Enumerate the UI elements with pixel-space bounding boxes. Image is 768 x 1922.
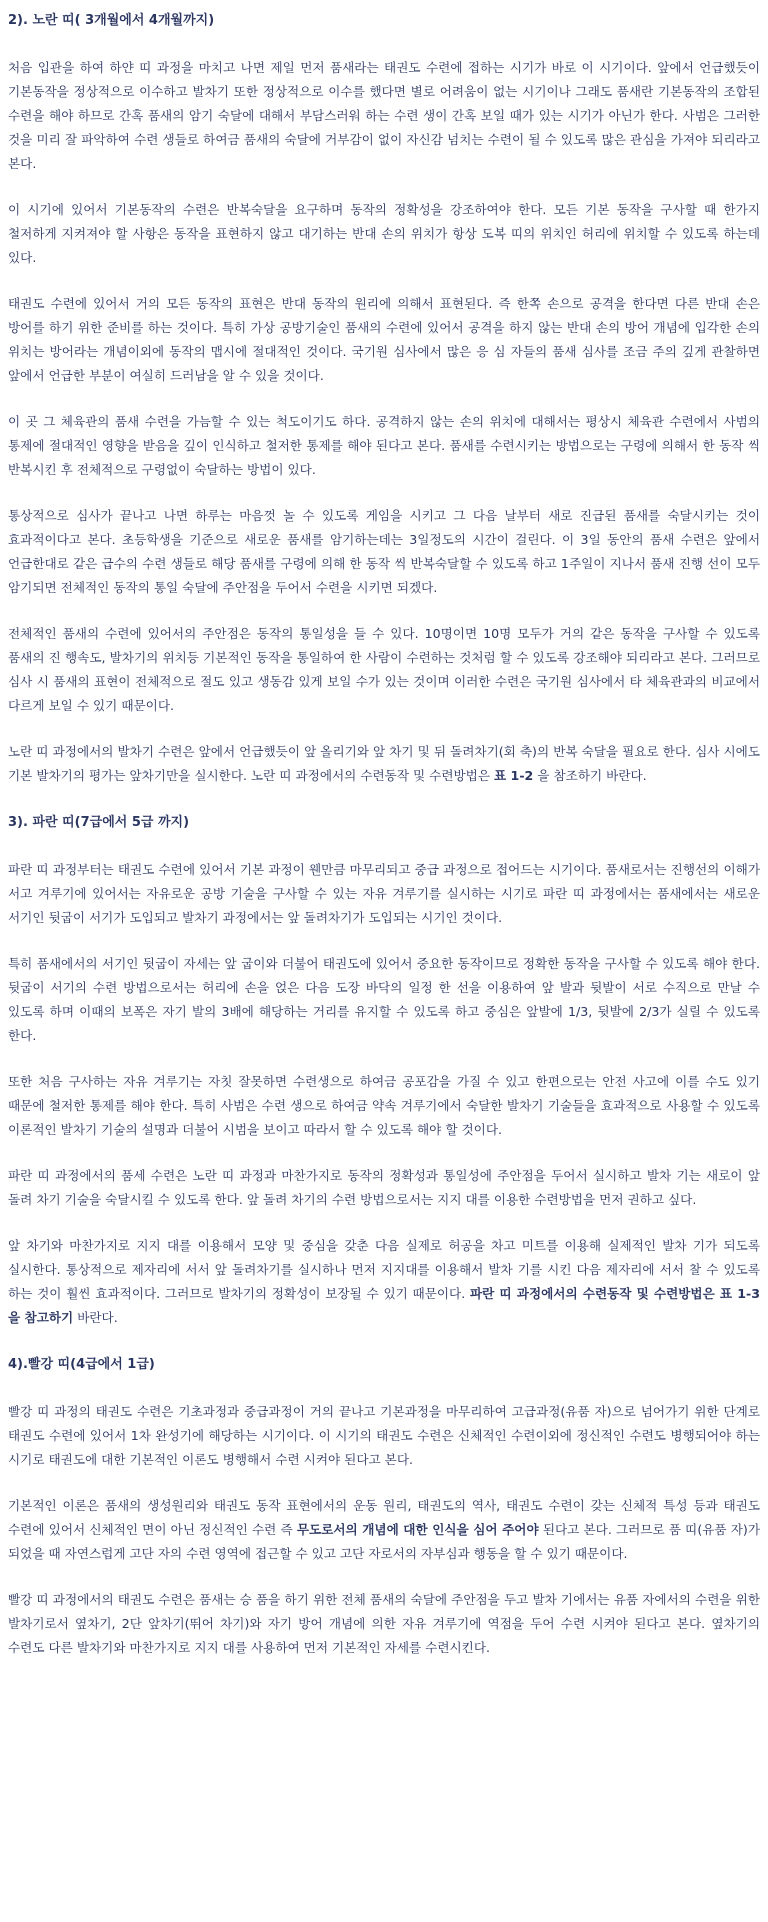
- paragraph: [8, 740, 760, 788]
- paragraph: 이 시기에 있어서 기본동작의 수련은 반복숙달을 요구하며 동작의 정확성을 강조하여야 한다. 모든 기본 동작을 구사할 때 한가지 철저하게 지켜져야 할 사항은 동작을 표현하지 않고 대기하는 반대 손의 위치가 항상 도복 띠의 위치인 허리에 위치할 수 있도록 하는데 있다.: [8, 202, 760, 265]
- paragraph-text: 된다고 본다. 그러므로 품 띠(유품 자)가 되었을 때 자연스럽게 고단 자의 수련 영역에 접근할 수 있고 고단 자로서의 자부심과 행동을 할 수 있기 때문이다.: [8, 1522, 760, 1561]
- paragraph: 파란 띠 과정부터는 태권도 수련에 있어서 기본 과정이 웬만큼 마무리되고 중급 과정으로 접어드는 시기이다. 품새로서는 진행선의 이해가 서고 겨루기에 있어서는 자유로운 공방 기술을 구사할 수 있는 자유 겨루기를 실시하는 시기로 파란 띠 과정에서는 품새에서는 새로운 서기인 뒷굽이 서기가 도입되고 발차기 과정에서는 앞 돌려차기가 도입되는 시기인 것이다.: [8, 862, 760, 925]
- paragraph: 파란 띠 과정에서의 품세 수련은 노란 띠 과정과 마찬가지로 동작의 정확성과 통일성에 주안점을 두어서 실시하고 발차 기는 새로이 앞 돌려 차기 기술을 숙달시킬 수 있도록 한다. 앞 돌려 차기의 수련 방법으로서는 지지 대를 이용한 수련방법을 먼저 권하고 싶다.: [8, 1168, 760, 1207]
- paragraph-text: 노란 띠 과정에서의 발차기 수련은 앞에서 언급했듯이 앞 올리기와 앞 차기 및 뒤 돌려차기(회 축)의 반복 숙달을 필요로 한다. 심사 시에도 기본 발차기의 평가는 앞차기만을 실시한다. 노란 띠 과정에서의 수련동작 및 수련방법은: [8, 744, 760, 783]
- paragraph: 특히 품새에서의 서기인 뒷굽이 자세는 앞 굽이와 더불어 태권도에 있어서 중요한 동작이므로 정확한 동작을 구사할 수 있도록 해야 한다. 뒷굽이 서기의 수련 방법으로서는 허리에 손을 얹은 다음 도장 바닥의 일정 한 선을 이용하여 앞 발과 뒷발이 서로 수직으로 만날 수 있도록 하며 이때의 보폭은 자기 발의 3배에 해당하는 거리를 유지할 수 있도록 하고 중심은 앞발에 1/3, 뒷발에 2/3가 실릴 수 있도록 한다.: [8, 956, 760, 1043]
- section-heading-yellow-belt: 2). 노란 띠( 3개월에서 4개월까지): [8, 13, 215, 28]
- paragraph: 빨강 띠 과정의 태권도 수련은 기초과정과 중급과정이 거의 끝나고 기본과정을 마무리하여 고급과정(유품 자)으로 넘어가기 위한 단계로 태권도 수련에 있어서 1차 완성기에 해당하는 시기이다. 이 시기의 태권도 수련은 신체적인 수련이외에 정신적인 수련도 병행되어야 하는 시기로 태권도에 대한 기본적인 이론도 병행해서 수련 시켜야 된다고 본다.: [8, 1404, 760, 1467]
- paragraph: 전체적인 품새의 수련에 있어서의 주안점은 동작의 통일성을 들 수 있다. 10명이면 10명 모두가 거의 같은 동작을 구사할 수 있도록 품새의 진 행속도, 발차기의 위치등 기본적인 동작을 통일하여 한 사람이 수련하는 것처럼 할 수 있도록 강조해야 되리라고 본다. 그러므로 심사 시 품새의 표현이 전체적으로 절도 있고 생동감 있게 보일 수가 있는 것이며 이러한 수련은 국기원 심사에서 타 체육관과의 비교에서 다르게 보일 수 있기 때문이다.: [8, 626, 760, 713]
- paragraph: 또한 처음 구사하는 자유 겨루기는 자칫 잘못하면 수련생으로 하여금 공포감을 가질 수 있고 한편으로는 안전 사고에 이를 수도 있기 때문에 철저한 통제를 해야 한다. 특히 사범은 수련 생으로 하여금 약속 겨루기에서 숙달한 발차기 기술들을 효과적으로 사용할 수 있도록 이론적인 발차기 기술의 설명과 더불어 시범을 보이고 따라서 할 수 있도록 해야 할 것이다.: [8, 1074, 760, 1137]
- paragraph: [8, 1234, 760, 1330]
- paragraph-text: 기본적인 이론은 품새의 생성원리와 태권도 동작 표현에서의 운동 원리, 태권도의 역사, 태권도 수련이 갖는 신체적 특성 등과 태권도 수련에 있어서 신체적인 면이 아닌 정신적인 수련 즉: [8, 1498, 760, 1537]
- paragraph: [8, 1494, 760, 1566]
- paragraph-text: 앞 차기와 마찬가지로 지지 대를 이용해서 모양 및 중심을 갖춘 다음 실제로 허공을 차고 미트를 이용해 실제적인 발차 기가 되도록 실시한다. 통상적으로 제자리에 서서 앞 돌려차기를 실시하나 먼저 지지대를 이용해서 발차 기를 시킨 다음 제자리에 서서 찰 수 있도록 하는 것이 훨씬 효과적이다. 그러므로 발차기의 정확성이 보장될 수 있기 때문이다.: [8, 1238, 760, 1301]
- paragraph: 통상적으로 심사가 끝나고 나면 하루는 마음껏 놀 수 있도록 게임을 시키고 그 다음 날부터 새로 진급된 품새를 숙달시키는 것이 효과적이다고 본다. 초등학생을 기준으로 새로운 품새를 암기하는데는 3일정도의 시간이 걸린다. 이 3일 동안의 품새 수련은 앞에서 언급한대로 같은 급수의 수련 생들로 해당 품새를 구령에 의해 한 동작 씩 반복숙달할 수 있도록 하고 1주일이 지나서 품새 진행 선이 모두 암기되면 전체적인 동작의 통일 숙달에 주안점을 두어서 수련을 시키면 되겠다.: [8, 508, 760, 595]
- table-reference: 표 1-2: [494, 768, 534, 783]
- emphasis-text: 무도로서의 개념에 대한 인식을 심어 주어야: [296, 1522, 539, 1537]
- table-reference: 파란 띠 과정에서의 수련동작 및 수련방법은 표 1-3 을 참고하기: [8, 1286, 760, 1325]
- section-heading-blue-belt: 3). 파란 띠(7급에서 5급 까지): [8, 815, 190, 830]
- paragraph: 이 곳 그 체육관의 품새 수련을 가늠할 수 있는 척도이기도 하다. 공격하지 않는 손의 위치에 대해서는 평상시 체육관 수련에서 사범의 통제에 절대적인 영향을 받음을 깊이 인식하고 철저한 통제를 해야 된다고 본다. 품새를 수련시키는 방법으로는 구령에 의해서 한 동작 씩 반복시킨 후 전체적으로 구령없이 숙달하는 방법이 있다.: [8, 414, 760, 477]
- section-heading-red-belt: 4).빨강 띠(4급에서 1급): [8, 1357, 155, 1372]
- paragraph-text: 을 참조하기 바란다.: [533, 768, 647, 783]
- paragraph: 태권도 수련에 있어서 거의 모든 동작의 표현은 반대 동작의 원리에 의해서 표현된다. 즉 한쪽 손으로 공격을 한다면 다른 반대 손은 방어를 하기 위한 준비를 하는 것이다. 특히 가상 공방기술인 품새의 수련에 있어서 공격을 하지 않는 반대 손의 방어 개념에 입각한 손의 위치는 방어라는 개념이외에 동작의 맵시에 절대적인 것이다. 국기원 심사에서 많은 응 심 자들의 품새 심사를 조금 주의 깊게 관찰하면 앞에서 언급한 부분이 여실히 드러남을 알 수 있을 것이다.: [8, 296, 760, 383]
- paragraph: 처음 입관을 하여 하얀 띠 과정을 마치고 나면 제일 먼저 품새라는 태권도 수련에 접하는 시기가 바로 이 시기이다. 앞에서 언급했듯이 기본동작을 정상적으로 이수하고 발차기 또한 정상적으로 이수를 했다면 별로 어려움이 없는 시기이나 그래도 품새란 기본동작의 조합된 수련을 해야 하므로 간혹 품새의 암기 숙달에 대해서 부담스러워 하는 수련 생이 간혹 보일 때가 있는 시기가 아닌가 한다. 사범은 그러한 것을 미리 잘 파악하여 수련 생들로 하여금 품새의 숙달에 거부감이 없이 자신감 넘치는 수련이 될 수 있도록 많은 관심을 가져야 되리라고 본다.: [8, 60, 760, 171]
- paragraph-text: 바란다.: [73, 1310, 118, 1325]
- paragraph: 빨강 띠 과정에서의 태권도 수련은 품새는 승 품을 하기 위한 전체 품새의 숙달에 주안점을 두고 발차 기에서는 유품 자에서의 수련을 위한 발차기로서 옆차기, 2단 앞차기(뛰어 차기)와 자기 방어 개념에 의한 자유 겨루기에 역점을 두어 수련 시켜야 된다고 본다. 옆차기의 수련도 다른 발차기와 마찬가지로 지지 대를 사용하여 먼저 기본적인 자세를 수련시킨다.: [8, 1592, 760, 1655]
